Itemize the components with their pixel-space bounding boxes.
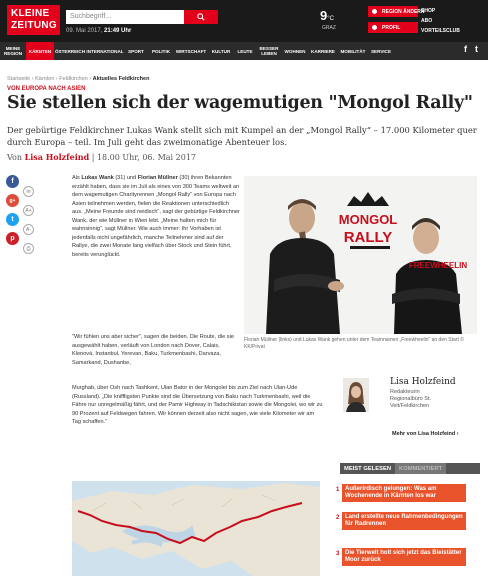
tab-kommentiert[interactable]: KOMMENTIERT (395, 463, 446, 474)
most-read-tabs (340, 463, 480, 474)
nav-social-links (464, 44, 478, 54)
nav-oesterreich[interactable]: ÖSTERREICH (54, 48, 86, 54)
breadcrumb-kaernten[interactable]: Kärnten (35, 76, 55, 82)
nav-leute[interactable]: LEUTE (237, 48, 253, 54)
link-shop[interactable]: SHOP (421, 8, 436, 14)
author-name[interactable]: Lisa Holzfeind (390, 377, 456, 387)
date-text: 09. Mai 2017, (66, 28, 103, 34)
link-abo[interactable]: ABO (421, 18, 433, 24)
route-map-illustration (72, 481, 320, 576)
author-photo[interactable] (343, 378, 369, 412)
current-date (66, 28, 131, 34)
kleine-zeitung-logo[interactable] (7, 5, 60, 35)
most-read-title: Außerirdisch gelungen: Was am Wochenende in Kärnten los war (345, 486, 437, 500)
nav-kultur[interactable]: KULTUR (211, 48, 231, 54)
weather-widget[interactable] (320, 8, 334, 23)
p1-text-a: Als (72, 175, 82, 181)
nav-wirtschaft[interactable]: WIRTSCHAFT (175, 48, 207, 54)
nav-kaernten[interactable]: KÄRNTEN (26, 42, 54, 60)
logo-line-2: ZEITUNG (11, 20, 57, 31)
author-role-1: Redakteurin (390, 389, 420, 395)
temperature-unit: °C (327, 16, 334, 22)
p1-name-1: Lukas Wank (81, 175, 114, 181)
byline-author-link[interactable]: Lisa Holzfeind (24, 152, 90, 162)
top-header (0, 0, 488, 42)
author-role (390, 389, 431, 411)
main-navigation (0, 42, 488, 60)
profile-label: PROFIL (382, 24, 401, 31)
nav-politik[interactable]: POLITIK (151, 48, 171, 54)
author-box (340, 374, 480, 444)
logo-line-1: KLEINE (11, 8, 50, 19)
search-input[interactable]: Suchbegriff... (66, 10, 184, 24)
weather-location: GRAZ (322, 25, 336, 31)
byline-time: | 18.00 Uhr, 06. Mai 2017 (91, 153, 196, 162)
breadcrumb-current: Aktuelles Feldkirchen (92, 76, 150, 82)
article-paragraph-1 (72, 174, 240, 259)
twitter-icon[interactable]: t (475, 44, 478, 54)
temperature-value: 9 (320, 8, 328, 23)
nav-service[interactable]: SERVICE (370, 48, 392, 54)
article-title: Sie stellen sich der wagemutigen "Mongol Rally" (7, 93, 473, 113)
twitter-share-icon[interactable]: t (6, 213, 19, 226)
pinterest-share-icon[interactable]: p (6, 232, 19, 245)
banner-mongol: MONGOL (338, 212, 398, 227)
author-role-2: Regionalbüro St. (390, 396, 431, 403)
most-read-item[interactable] (336, 512, 466, 530)
article-kicker: VON EUROPA NACH ASIEN (7, 86, 86, 92)
article-photo[interactable] (244, 176, 477, 334)
tab-meist-gelesen[interactable]: MEIST GELESEN (344, 465, 392, 472)
article-byline (7, 152, 196, 162)
nav-wohnen[interactable]: WOHNEN (284, 48, 306, 54)
nav-international[interactable]: INTERNATIONAL (86, 48, 124, 54)
user-icon (372, 25, 377, 30)
article-lead: Der gebürtige Feldkirchner Lukas Wank stellt sich mit Kumpel an der „Mongol Rally“ – 17.000 Kilometer quer durch Europa – teil. Im Juli geht das zweimonatige Abenteuer los. (7, 125, 477, 147)
most-read-item[interactable] (336, 484, 466, 502)
nav-karriere[interactable]: KARRIERE (311, 48, 335, 54)
byline-prefix: Von (7, 153, 23, 162)
font-increase-icon[interactable]: A+ (23, 205, 34, 216)
nav-besser-leben[interactable]: BESSER LEBEN (259, 46, 279, 56)
most-read-title: Die Tierwelt holt sich jetzt das Bleistätter Moor zurück (345, 550, 462, 564)
caption-text: Florian Müllner (links) und Lukas Wank gehen unter dem Teamnamen „Freewheelin“ an den Start (244, 337, 461, 343)
p1-text-b: (31) und (113, 175, 138, 181)
link-vorteilsclub[interactable]: VORTEILSCLUB (421, 28, 460, 34)
author-role-3: Veit/Feldkirchen (390, 403, 430, 410)
most-read-item[interactable] (336, 548, 466, 566)
breadcrumb-feldkirchen[interactable]: Feldkirchen (59, 76, 88, 82)
banner-freewheelin: FREEWHEELIN (408, 261, 468, 270)
most-read-rank: 2 (336, 515, 340, 521)
most-read-title: Land erstellte neue Rahmenbedingungen für Radrennen (345, 514, 463, 528)
article-paragraph-2b: Murghab, über Osh nach Tashkent, Ulan Bator in der Mongolei bis zum Ziel nach Ulan-Ude (Russland). „Die kniffligsten Punkte sind die Übersetzung von Baku nach Turkmenbashi, weil die Fähre nur unregelmäßig fährt, und der Pamir Highway in Tadschikistan sowie die Mongolei, wo wir zu 90 Prozent auf Feldwegen fahren. Wir können derzeit also nicht sagen, wie viele Kilometer wir am Tag schaffen.“ (72, 385, 323, 425)
p1-name-2: Florian Müllner (137, 175, 178, 181)
profile-button[interactable] (368, 22, 418, 33)
photo-caption (244, 337, 478, 350)
article-paragraph-2a: "Wir fühlen uns aber sicher", sagen die beiden. Die Route, die sie ausgewählt haben, verläuft von London nach Dover, Calais, Klenová, Instanbul, Yerevan, Baku, Turkmenbashi, Darvaza, Samarkand, Dushanbe, (72, 334, 234, 366)
nav-meine-region[interactable]: MEINE REGION (3, 46, 23, 56)
photo-illustration (244, 176, 477, 334)
facebook-icon[interactable]: f (464, 44, 467, 54)
facebook-share-icon[interactable]: f (6, 175, 19, 188)
font-decrease-icon[interactable]: A- (23, 224, 34, 235)
header-right-links (421, 6, 460, 36)
print-icon[interactable]: ⎙ (23, 243, 34, 254)
mail-icon[interactable]: ✉ (23, 186, 34, 197)
time-text: 21:49 Uhr (104, 28, 132, 34)
p1-text-c: (30) ihren Bekannten erzählt haben, dass sie im Juli als eines von 300 Teams weltweit an dem wagemutigen Charityrennen „Mongol Rally“ von Europa nach Asien teilnehmen werden, fielen die Reaktionen unterschiedlich aus. „Meine Freunde sind neidisch“, sagt der gebürtige Feldkirchner Wank, der wie Müllner in Wien lebt. „Meine halten mich für wahnsinnig“, sagt Müllner. Wie auch immer: Ihr Vorhaben ist jedenfalls nicht ungefährlich, manche Teilnehmer sind auf der Rallye, die zwei Monate lang vielfach über Stock und Stein führt, bereits verunglückt. (72, 175, 240, 258)
region-change-button[interactable] (368, 6, 425, 17)
caption-credit: © KK/Privat (244, 337, 464, 350)
breadcrumb: Startseite › Kärnten › Feldkirchen › Aktuelles Feldkirchen (7, 76, 150, 82)
breadcrumb-startseite[interactable]: Startseite (7, 76, 31, 82)
region-change-label: REGION ÄNDERN (382, 8, 425, 15)
more-from-author-link[interactable]: Mehr von Lisa Holzfeind › (392, 431, 459, 437)
banner-rally: RALLY (343, 229, 393, 246)
nav-sport[interactable]: SPORT (128, 48, 144, 54)
most-read-rank: 3 (336, 551, 340, 557)
most-read-rank: 1 (336, 487, 340, 493)
googleplus-share-icon[interactable]: g+ (6, 194, 19, 207)
search-icon (197, 13, 205, 21)
author-photo-illustration (343, 378, 369, 412)
search-button[interactable] (184, 10, 218, 24)
nav-mobilitaet[interactable]: MOBILITÄT (340, 48, 366, 54)
location-icon (372, 9, 377, 14)
route-map[interactable] (72, 481, 320, 576)
